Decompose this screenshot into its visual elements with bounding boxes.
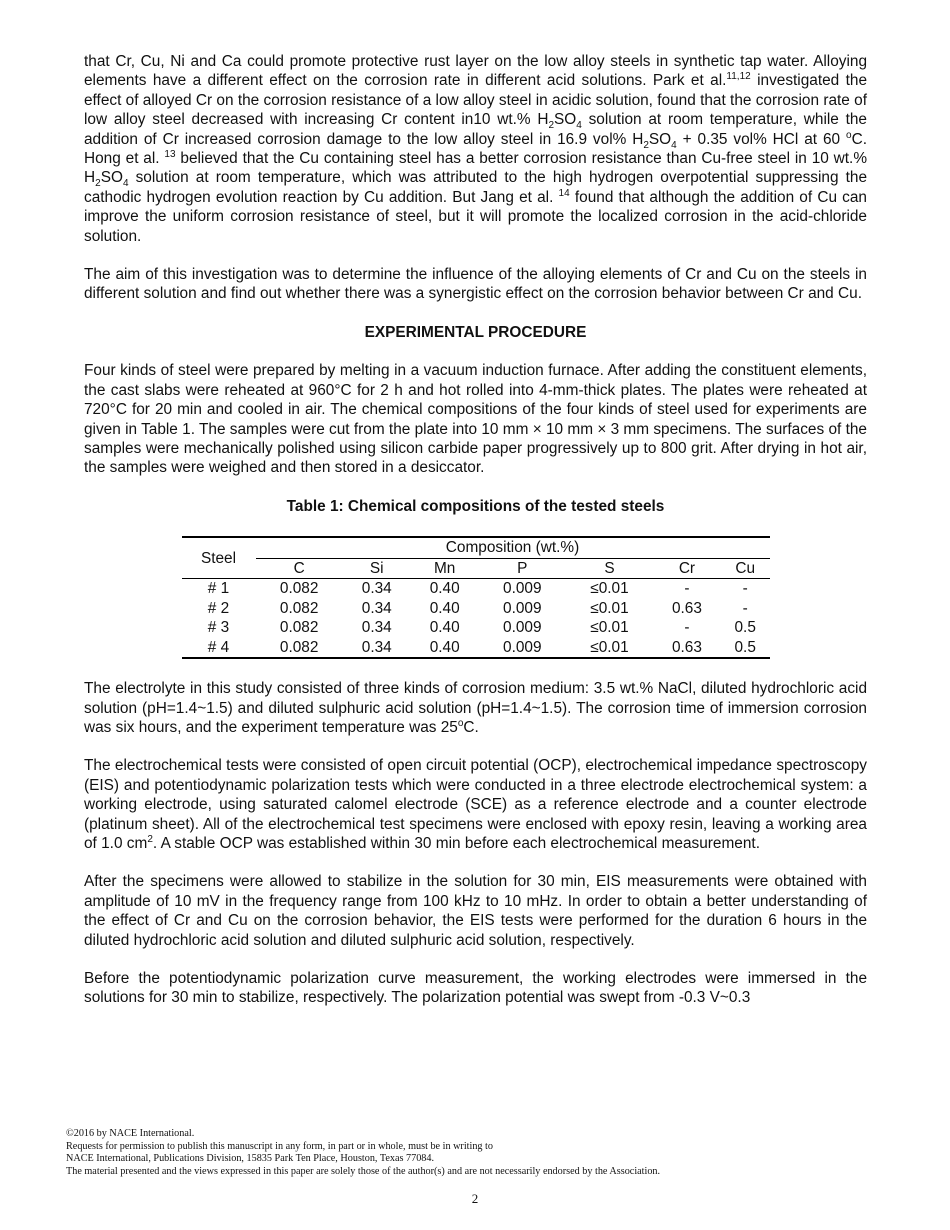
table-cell: # 3 — [207, 619, 230, 637]
footer — [66, 1128, 886, 1178]
column-header: Cu — [721, 558, 770, 579]
page-number: 2 — [471, 1191, 479, 1206]
table-cell: # 1 — [207, 580, 230, 598]
footer-disclaimer: The material presented and the views expressed in this paper are solely those of the author(s) and are not necessarily endorsed by the Association. — [66, 1165, 661, 1177]
composition-table — [182, 536, 770, 659]
table-cell: 0.082 — [279, 619, 319, 637]
table-cell: 0.34 — [361, 599, 392, 617]
table-cell: - — [684, 580, 690, 598]
column-header: C — [256, 558, 343, 579]
polarization-paragraph: Before the potentiodynamic polarization curve measurement, the working electrodes were immersed in the solutions for 30 min to stabilize, respectively. The polarization potential was swept from -0.3 V~0.3 — [84, 970, 867, 1007]
aim-paragraph: The aim of this investigation was to determine the influence of the alloying elements of Cr and Cu on the steels in different solution and find out whether there was a synergistic effect on the corrosion behavior between Cr and Cu. — [84, 266, 867, 303]
table-cell: 0.082 — [256, 638, 343, 659]
table-row — [182, 599, 770, 619]
table-cell: - — [742, 580, 748, 598]
section-heading: EXPERIMENTAL PROCEDURE — [364, 323, 587, 341]
table-cell: 0.34 — [343, 638, 411, 659]
table-cell: # 2 — [207, 599, 230, 617]
table-cell: 0.34 — [361, 580, 392, 598]
composition-header: Composition (wt.%) — [256, 537, 770, 558]
steel-header: Steel — [182, 537, 256, 579]
footer-permission: Requests for permission to publish this manuscript in any form, in part or in whole, must be in writing to — [66, 1140, 493, 1152]
table-cell: 0.5 — [734, 619, 756, 637]
table-cell: - — [684, 619, 690, 637]
footer-address: NACE International, Publications Division, 15835 Park Ten Place, Houston, Texas 77084. — [66, 1153, 435, 1165]
table-cell: ≤0.01 — [590, 580, 629, 598]
table-cell: 0.009 — [503, 599, 542, 617]
intro-paragraph: that Cr, Cu, Ni and Ca could promote protective rust layer on the low alloy steels in synthetic tap water. Alloying elements have a different effect on the corrosion rate in different acid solutions. Park et al.$^{11,12}$ investigated the effect of alloyed Cr on the corrosion resistance of a low alloy steel in acidic solution, found that the corrosion rate of low alloy steel decreased with increasing Cr content in10 wt.% $H_2SO_4$ solution at room temperature, while the addition of Cr increased corrosion damage to the low alloy steel in 16.9 vol% $H_2SO_4 + 0.35$ vol% HCl at 60 $^o$C. Hong et al. $^{13}$ believed that the Cu containing steel has a better corrosion resistance than Cu-free steel in 10 wt.% $H_2SO_4$ solution at room temperature, which was attributed to the high hydrogen overpotential suppressing the cathodic hydrogen evolution reaction by Cu addition. But Jang et al. $^{14}$ found that although the addition of Cu can improve the uniform corrosion resistance of steel, but it will promote the localized corrosion in the acid-chloride solution. — [84, 53, 868, 245]
table-cell: 0.082 — [279, 599, 319, 617]
table-cell: ≤0.01 — [566, 638, 653, 659]
table-cell: 0.34 — [361, 619, 392, 637]
electrochem-paragraph: The electrochemical tests were consisted of open circuit potential (OCP), electrochemical impedance spectroscopy (EIS) and potentiodynamic polarization tests which were conducted in a three electrode electrochemical system: a working electrode, using saturated calomel electrode (SCE) as a reference electrode and a counter electrode (platinum sheet). All of the electrochemical test specimens were enclosed with epoxy resin, leaving a working area of 1.0 $cm^2$. A stable OCP was established within 30 min before each electrochemical measurement. — [84, 757, 867, 852]
table-cell: 0.009 — [503, 580, 542, 598]
table-row — [182, 579, 770, 599]
table-cell: - — [742, 599, 748, 617]
footer-copyright: ©2016 by NACE International. — [66, 1128, 195, 1139]
eis-paragraph: After the specimens were allowed to stabilize in the solution for 30 min, EIS measurements were obtained with amplitude of 10 mV in the frequency range from 100 kHz to 10 mHz. In order to obtain a better understanding of the effect of Cr and Cu on the corrosion behavior, the EIS tests were performed for the duration 6 hours in the diluted hydrochloric acid solution and diluted sulphuric acid solution, respectively. — [84, 873, 867, 949]
table-cell: 0.40 — [429, 619, 460, 637]
table-cell: 0.082 — [279, 580, 319, 598]
table-row — [182, 638, 770, 659]
table-caption: Table 1: Chemical compositions of the tested steels — [286, 497, 665, 515]
table-cell: ≤0.01 — [590, 599, 629, 617]
column-header: P — [479, 558, 566, 579]
table-cell: 0.40 — [429, 580, 460, 598]
table-cell: # 4 — [182, 638, 256, 659]
column-header: S — [566, 558, 653, 579]
table-row — [182, 618, 770, 638]
column-header: Si — [343, 558, 411, 579]
column-header: Cr — [653, 558, 721, 579]
table-cell: 0.5 — [721, 638, 770, 659]
procedure-paragraph: Four kinds of steel were prepared by melting in a vacuum induction furnace. After adding the constituent elements, the cast slabs were reheated at 960°C for 2 h and hot rolled into 4-mm-thick plates. The plates were reheated at 720°C for 20 min and cooled in air. The chemical compositions of the four kinds of steel used for experiments are given in Table 1. The samples were cut from the plate into 10 mm × 10 mm × 3 mm specimens. The surfaces of the samples were mechanically polished using silicon carbide paper progressively up to 800 grit. After drying in hot air, the samples were weighed and then stored in a desiccator. — [84, 362, 867, 477]
table-cell: 0.40 — [411, 638, 479, 659]
table-cell: 0.009 — [479, 638, 566, 659]
table-cell: 0.009 — [503, 619, 542, 637]
table-cell: 0.63 — [653, 638, 721, 659]
table-cell: ≤0.01 — [590, 619, 629, 637]
page-body — [84, 52, 867, 1008]
electrolyte-paragraph: The electrolyte in this study consisted of three kinds of corrosion medium: 3.5 wt.% NaCl, diluted hydrochloric acid solution (pH=1.4~1.5) and diluted sulphuric acid solution (pH=1.4~1.5). The corrosion time of immersion corrosion was six hours, and the experiment temperature was 25$^o$C. — [84, 680, 867, 736]
table-cell: 0.40 — [429, 599, 460, 617]
table-cell: 0.63 — [671, 599, 702, 617]
column-header: Mn — [411, 558, 479, 579]
